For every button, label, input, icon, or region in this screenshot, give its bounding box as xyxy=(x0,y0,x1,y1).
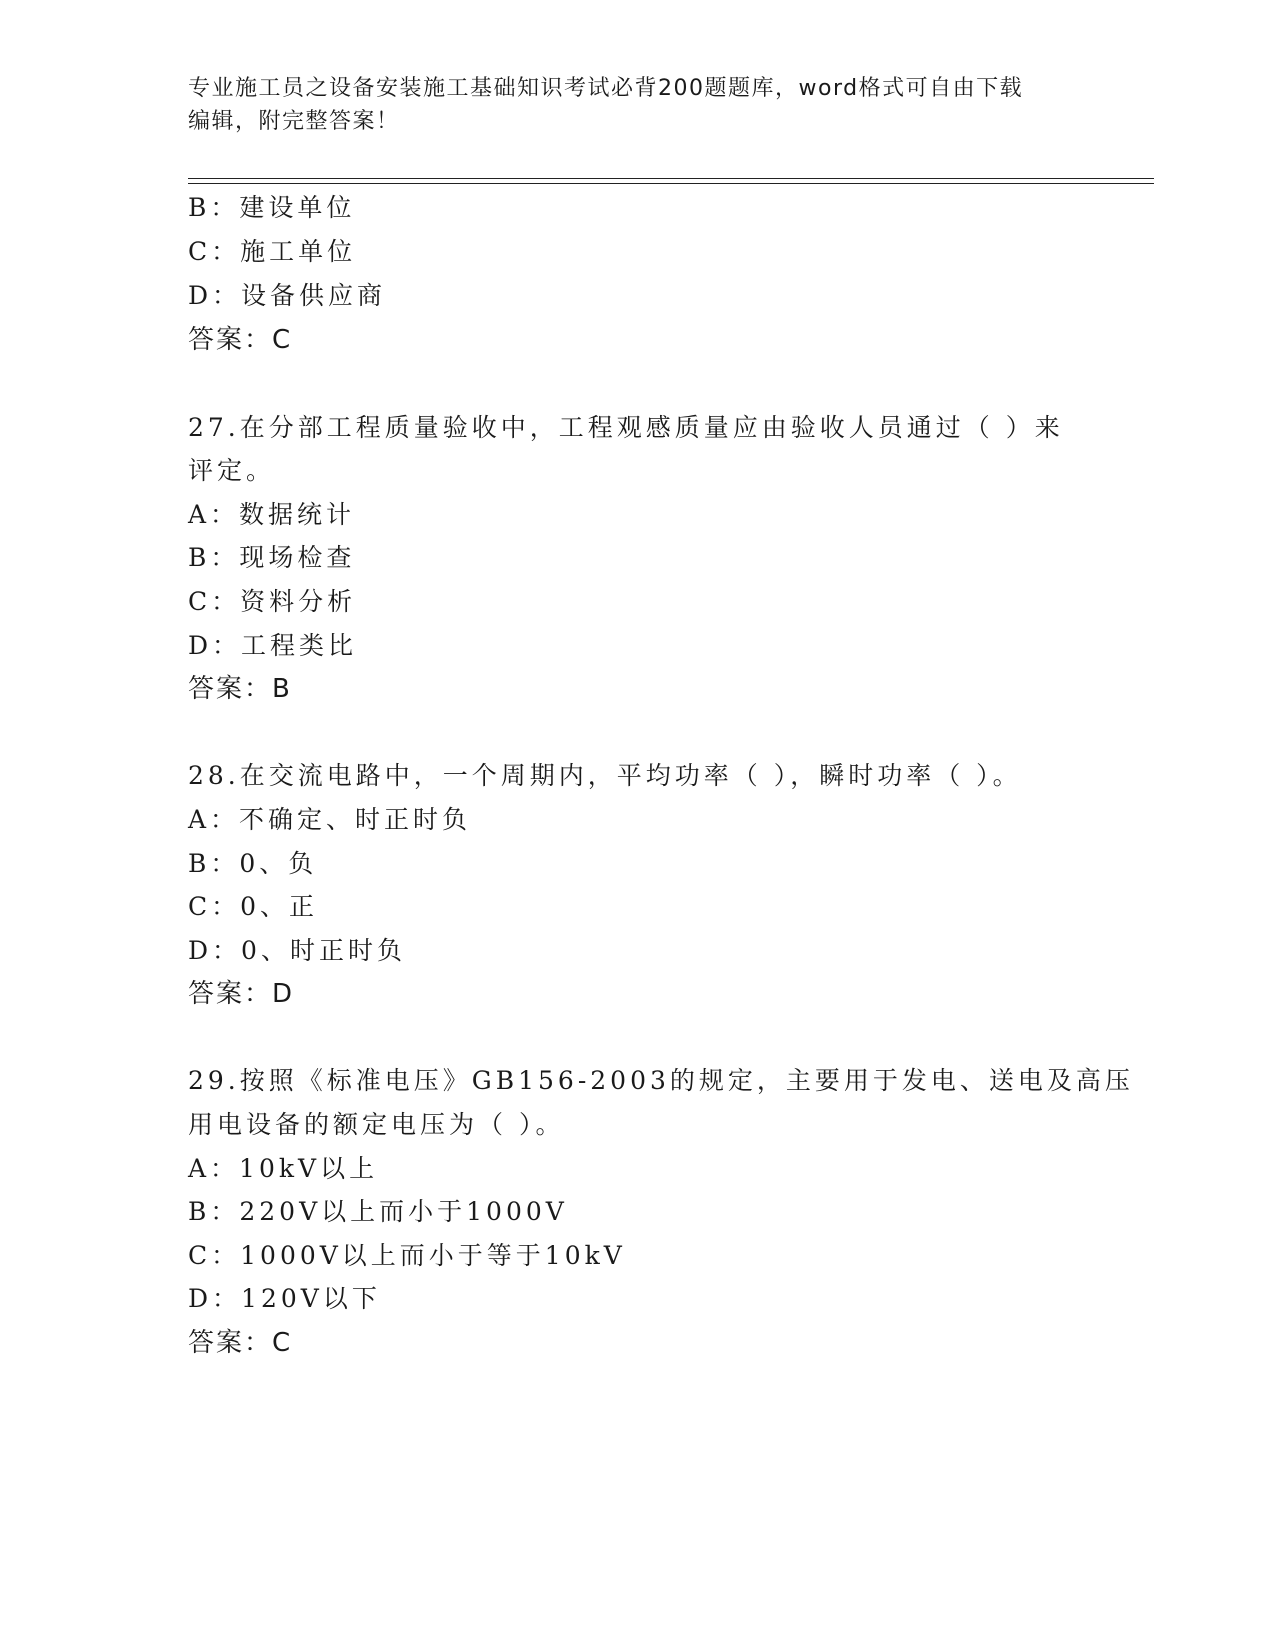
q28-option-b: B：0、负 xyxy=(188,849,318,878)
header-line-2: 编辑，附完整答案！ xyxy=(188,109,400,134)
q28-option-c: C：0、正 xyxy=(188,892,319,921)
q27-option-d: D：工程类比 xyxy=(188,631,358,660)
q29-option-b: B：220V以上而小于1000V xyxy=(188,1197,568,1226)
q29-option-c: C：1000V以上而小于等于10kV xyxy=(188,1241,626,1270)
header-rule-bottom xyxy=(188,183,1154,184)
q28-stem-line-1: 28.在交流电路中，一个周期内，平均功率（ ），瞬时功率（ ）。 xyxy=(188,761,1022,790)
q27-option-b: B：现场检查 xyxy=(188,543,356,572)
q27-option-a: A：数据统计 xyxy=(188,500,356,529)
q29-answer: 答案：C xyxy=(188,1328,293,1358)
q29-stem-line-1: 29.按照《标准电压》GB156-2003的规定，主要用于发电、送电及高压 xyxy=(188,1066,1134,1095)
q27-answer: 答案：B xyxy=(188,674,292,704)
document-header xyxy=(188,72,1068,138)
q26-option-b: B：建设单位 xyxy=(188,193,356,222)
q26-option-c: C：施工单位 xyxy=(188,237,357,266)
q26-answer: 答案：C xyxy=(188,325,293,355)
q28-option-a: A：不确定、时正时负 xyxy=(188,805,472,834)
q29-stem-line-2: 用电设备的额定电压为（ ）。 xyxy=(188,1110,565,1139)
header-line-1: 专业施工员之设备安装施工基础知识考试必背200题题库，word格式可自由下载 xyxy=(188,76,1024,101)
q27-stem-line-2: 评定。 xyxy=(188,456,276,485)
q27-stem-line-1: 27.在分部工程质量验收中，工程观感质量应由验收人员通过（ ）来 xyxy=(188,413,1064,442)
q27-option-c: C：资料分析 xyxy=(188,587,357,616)
q26-option-d: D：设备供应商 xyxy=(188,281,387,310)
q28-option-d: D：0、时正时负 xyxy=(188,936,406,965)
q29-option-a: A：10kV以上 xyxy=(188,1154,379,1183)
q28-answer: 答案：D xyxy=(188,979,295,1009)
header-rule-top xyxy=(188,178,1154,179)
q29-option-d: D：120V以下 xyxy=(188,1284,381,1313)
